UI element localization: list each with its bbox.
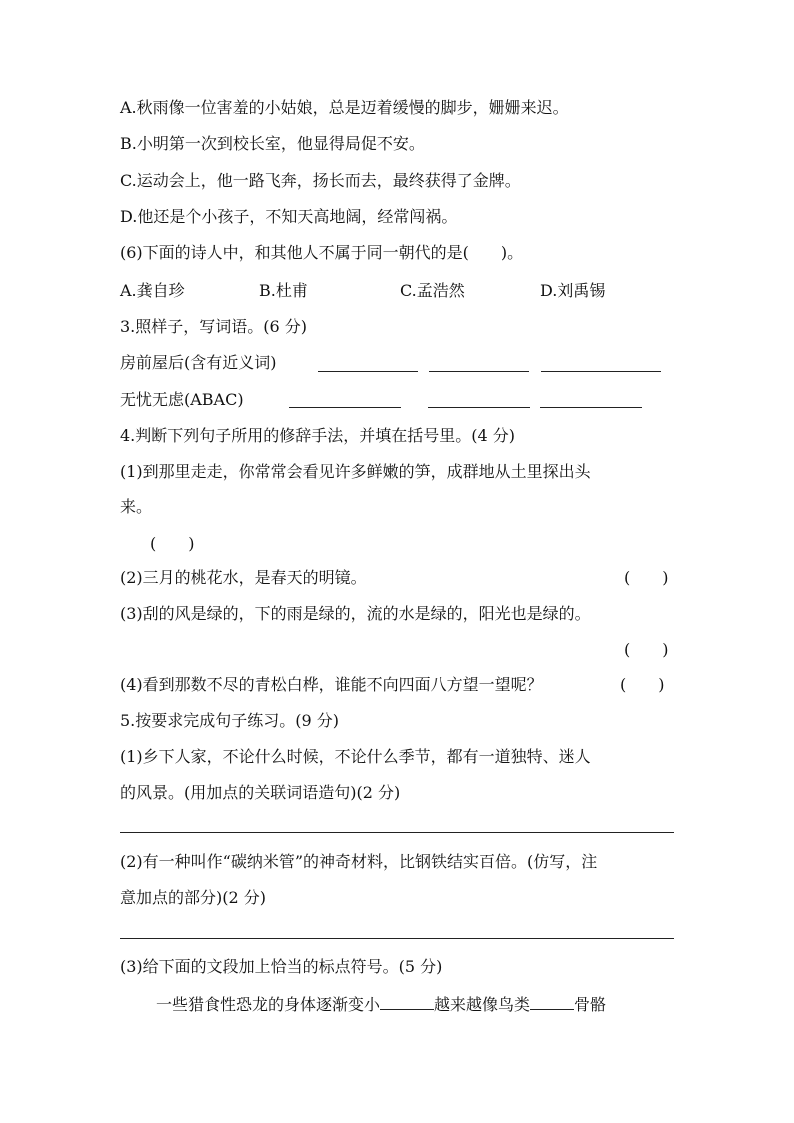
question-4-title: 4.判断下列句子所用的修辞手法，并填在括号里。(4 分) <box>120 426 516 445</box>
question-3-title: 3.照样子，写词语。(6 分) <box>120 317 308 336</box>
poet-option-a: A.龚自珍 <box>120 281 185 300</box>
punctuation-blank-1[interactable] <box>380 991 434 1010</box>
option-c-text: C.运动会上，他一路飞奔，扬长而去，最终获得了金牌。 <box>120 171 521 190</box>
q4-s1-line2: 来。 <box>120 497 153 516</box>
passage-part-3: 骨骼 <box>574 995 607 1014</box>
q5-s2-answer-line[interactable] <box>120 938 674 939</box>
passage-part-1: 一些猎食性恐龙的身体逐渐变小 <box>156 995 381 1014</box>
q4-s2-answer-paren[interactable]: ( ) <box>624 568 669 587</box>
q5-s2-line2: 意加点的部分)(2 分) <box>120 888 266 907</box>
q5-s2-line1: (2)有一种叫作“碳纳米管”的神奇材料，比钢铁结实百倍。(仿写，注 <box>120 852 598 871</box>
sub-question-6: (6)下面的诗人中，和其他人不属于同一朝代的是( )。 <box>120 243 524 262</box>
question-5-title: 5.按要求完成句子练习。(9 分) <box>120 711 340 730</box>
q3-row1-blank-1[interactable] <box>318 371 418 372</box>
q4-s1-line1: (1)到那里走走，你常常会看见许多鲜嫩的笋，成群地从土里探出头 <box>120 462 591 481</box>
q5-s1-answer-line[interactable] <box>120 832 674 833</box>
q5-s3-title: (3)给下面的文段加上恰当的标点符号。(5 分) <box>120 957 443 976</box>
q3-row2-blank-2[interactable] <box>428 407 530 408</box>
q3-row1-label: 房前屋后(含有近义词) <box>120 353 277 372</box>
q5-s1-line1: (1)乡下人家，不论什么时候，不论什么季节，都有一道独特、迷人 <box>120 747 591 766</box>
q5-s3-passage <box>156 991 606 1015</box>
poet-option-b: B.杜甫 <box>259 281 308 300</box>
q4-s4: (4)看到那数不尽的青松白桦，谁能不向四面八方望一望呢？ <box>120 675 543 694</box>
q3-row1-blank-3[interactable] <box>541 371 661 372</box>
poet-option-c: C.孟浩然 <box>400 281 465 300</box>
q5-s1-line2: 的风景。(用加点的关联词语造句)(2 分) <box>120 783 401 802</box>
q4-s1-answer-paren[interactable]: ( ) <box>150 534 195 553</box>
option-b-text: B.小明第一次到校长室，他显得局促不安。 <box>120 134 425 153</box>
q4-s3-answer-paren[interactable]: ( ) <box>624 640 669 659</box>
punctuation-blank-2[interactable] <box>530 991 574 1010</box>
option-a-text: A.秋雨像一位害羞的小姑娘，总是迈着缓慢的脚步，姗姗来迟。 <box>120 98 569 117</box>
q4-s3: (3)刮的风是绿的，下的雨是绿的，流的水是绿的，阳光也是绿的。 <box>120 604 591 623</box>
q3-row2-blank-3[interactable] <box>540 407 642 408</box>
q4-s2: (2)三月的桃花水，是春天的明镜。 <box>120 568 367 587</box>
poet-option-d: D.刘禹锡 <box>540 281 606 300</box>
option-d-text: D.他还是个小孩子，不知天高地阔，经常闯祸。 <box>120 207 458 226</box>
passage-part-2: 越来越像鸟类 <box>434 995 531 1014</box>
q3-row1-blank-2[interactable] <box>429 371 529 372</box>
q4-s4-answer-paren[interactable]: ( ) <box>620 675 665 694</box>
q3-row2-label: 无忧无虑(ABAC) <box>120 390 244 409</box>
q3-row2-blank-1[interactable] <box>289 407 401 408</box>
